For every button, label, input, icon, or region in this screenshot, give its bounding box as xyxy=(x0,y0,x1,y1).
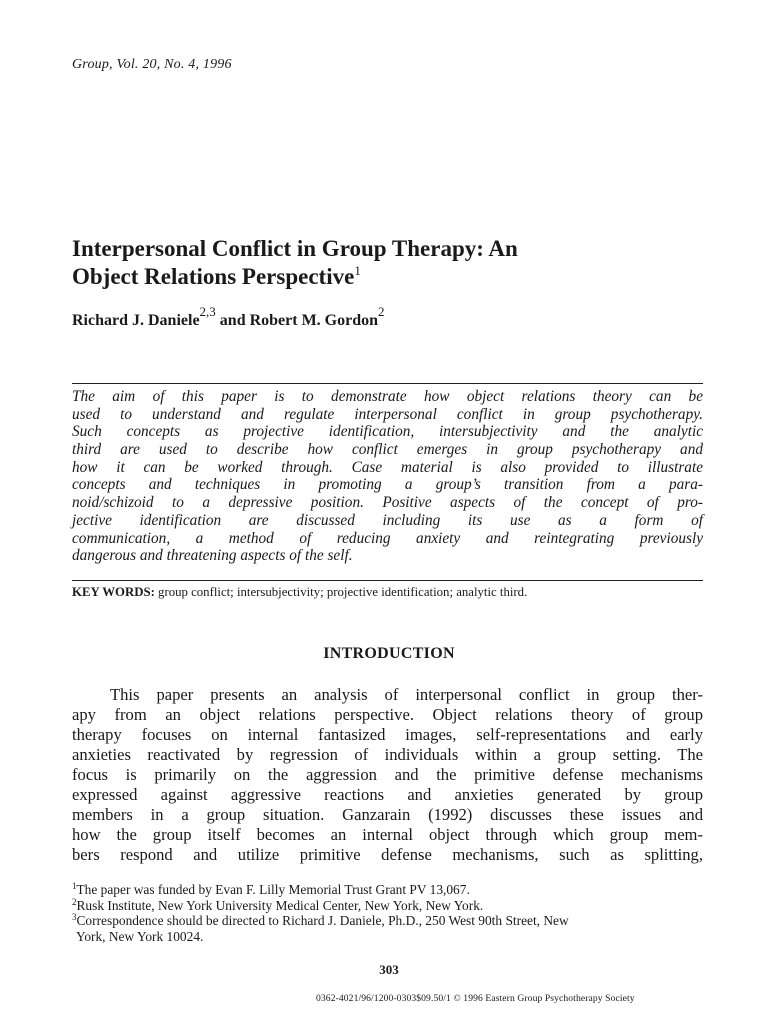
footnote xyxy=(72,898,708,914)
abstract-line: communication, a method of reducing anxiety and reintegrating previously xyxy=(72,529,703,547)
page-number: 303 xyxy=(379,962,399,977)
footnotes xyxy=(72,882,708,944)
abstract-line: how it can be worked through. Case material is also provided to illustrate xyxy=(72,458,703,476)
abstract-bottom-rule xyxy=(72,580,703,581)
author-affiliation-mark: 2 xyxy=(378,304,385,319)
title-line-2-text: Object Relations Perspective xyxy=(72,264,355,289)
journal-citation: Group, Vol. 20, No. 4, 1996 xyxy=(72,57,232,72)
abstract-line: noid/schizoid to a depressive position. Positive aspects of the concept of pro- xyxy=(72,494,703,512)
footnote-text: The paper was funded by Evan F. Lilly Memorial Trust Grant PV 13,067. xyxy=(76,882,470,897)
author-list xyxy=(72,304,385,330)
footnote-text: Rusk Institute, New York University Medical Center, New York, New York. xyxy=(76,897,484,913)
keywords-text: group conflict; intersubjectivity; projective identification; analytic third. xyxy=(158,585,528,599)
keywords-label: KEY WORDS: xyxy=(72,585,155,599)
footnote xyxy=(72,882,708,898)
abstract-line: used to understand and regulate interpersonal conflict in group psychotherapy. xyxy=(72,405,703,423)
author-affiliation-mark: 2,3 xyxy=(199,304,216,319)
abstract-top-rule xyxy=(72,383,703,384)
footnote xyxy=(72,913,708,929)
footnote-mark: 3 xyxy=(72,912,77,923)
keywords xyxy=(72,585,527,600)
body-line: members in a group situation. Ganzarain (1992) discusses these issues and xyxy=(72,805,703,824)
author-name: Richard J. Daniele xyxy=(72,312,200,329)
footnote-mark: 2 xyxy=(72,896,77,907)
body-line: apy from an object relations perspective. Object relations theory of group xyxy=(72,705,703,724)
body-line: expressed against aggressive reactions and anxieties generated by group xyxy=(72,785,703,804)
title-line-2 xyxy=(72,263,712,291)
body-line: focus is primarily on the aggression and the primitive defense mechanisms xyxy=(72,765,703,784)
body-paragraph xyxy=(72,685,703,865)
body-line: therapy focuses on internal fantasized images, self-representations and early xyxy=(72,725,703,744)
author-conjunction: and xyxy=(219,312,246,329)
footnote-text: Correspondence should be directed to Richard J. Daniele, Ph.D., 250 West 90th Street, New xyxy=(76,913,569,929)
title-footnote-mark: 1 xyxy=(354,263,361,278)
body-line: how the group itself becomes an internal object through which group mem- xyxy=(72,825,703,844)
article-title xyxy=(72,235,712,291)
abstract xyxy=(72,388,703,565)
body-line: This paper presents an analysis of interpersonal conflict in group ther- xyxy=(110,685,703,704)
abstract-line: jective identification are discussed including its use as a form of xyxy=(72,511,703,529)
title-line-1: Interpersonal Conflict in Group Therapy: An xyxy=(72,236,518,261)
abstract-line: third are used to describe how conflict emerges in group psychotherapy and xyxy=(72,441,703,459)
abstract-line: The aim of this paper is to demonstrate how object relations theory can be xyxy=(72,388,703,405)
body-line: anxieties reactivated by regression of individuals within a group setting. The xyxy=(72,745,703,764)
section-heading: INTRODUCTION xyxy=(323,645,455,662)
footnote-mark: 1 xyxy=(72,881,77,891)
abstract-line: dangerous and threatening aspects of the self. xyxy=(72,547,353,565)
author-name: Robert M. Gordon xyxy=(249,312,379,329)
body-line: bers respond and utilize primitive defense mechanisms, such as splitting, xyxy=(72,845,703,864)
abstract-line: concepts and techniques in promoting a group’s transition from a para- xyxy=(72,476,703,494)
copyright-line: 0362-4021/96/1200-0303$09.50/1 © 1996 Eastern Group Psychotherapy Society xyxy=(316,993,635,1004)
abstract-line: Such concepts as projective identification, intersubjectivity and the analytic xyxy=(72,423,703,441)
footnote-continuation: York, New York 10024. xyxy=(76,928,204,944)
